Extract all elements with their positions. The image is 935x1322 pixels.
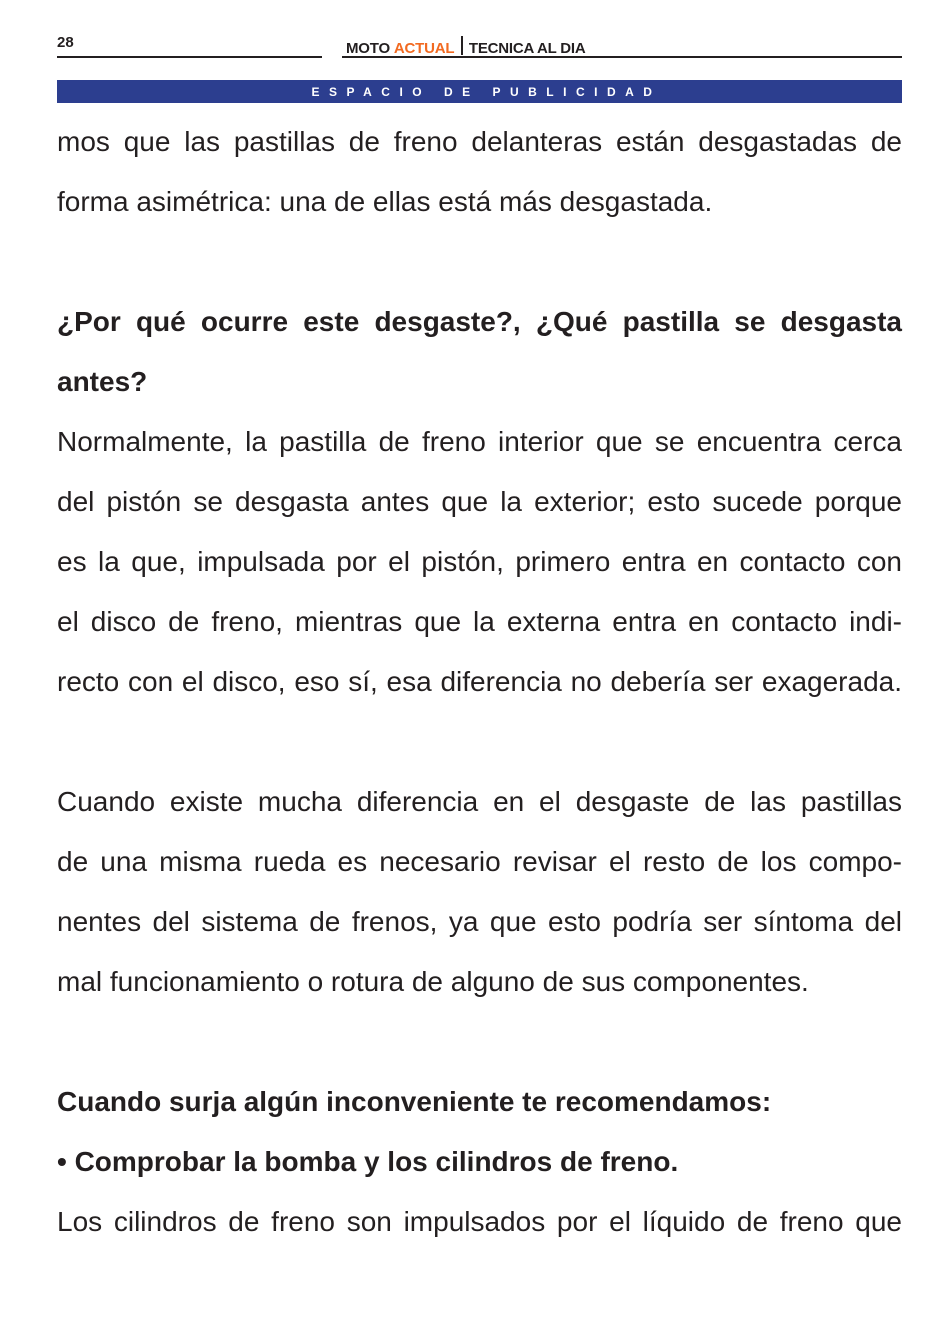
masthead-separator <box>461 36 463 55</box>
paragraph-line: Normalmente, la pastilla de freno interior que se encuentra cerca <box>57 426 902 457</box>
ad-banner-label: ESPACIO DE PUBLICIDAD <box>311 84 662 99</box>
paragraph-line: Cuando existe mucha diferencia en el desgaste de las pastillas <box>57 786 902 817</box>
paragraph-line: recto con el disco, eso sí, esa diferencia no debería ser exagerada. <box>57 666 902 697</box>
paragraph-line: mos que las pastillas de freno delanteras están desgastadas de <box>57 126 902 157</box>
bullet-heading: • Comprobar la bomba y los cilindros de freno. <box>57 1146 679 1177</box>
paragraph-gap <box>57 1012 902 1072</box>
magazine-name-moto: MOTO <box>346 39 390 57</box>
paragraph-line: mal funcionamiento o rotura de alguno de sus componentes. <box>57 966 809 997</box>
paragraph-line: el disco de freno, mientras que la externa entra en contacto indi- <box>57 606 902 637</box>
page-number: 28 <box>57 34 74 51</box>
paragraph-line: es la que, impulsada por el pistón, primero entra en contacto con <box>57 546 902 577</box>
paragraph-line: nentes del sistema de frenos, ya que esto podría ser síntoma del <box>57 906 902 937</box>
paragraph-gap <box>57 712 902 772</box>
paragraph-line: forma asimétrica: una de ellas está más desgastada. <box>57 186 713 217</box>
paragraph-line: Los cilindros de freno son impulsados por el líquido de freno que <box>57 1206 902 1237</box>
ad-banner <box>57 80 902 103</box>
section-title: TECNICA AL DIA <box>468 39 586 57</box>
section-heading: antes? <box>57 366 148 397</box>
paragraph-line: de una misma rueda es necesario revisar el resto de los compo- <box>57 846 902 877</box>
header-rule-left <box>57 56 322 58</box>
paragraph-line: del pistón se desgasta antes que la exterior; esto sucede porque <box>57 486 902 517</box>
masthead <box>346 38 586 58</box>
section-heading: ¿Por qué ocurre este desgaste?, ¿Qué pastilla se desgasta <box>57 306 902 337</box>
magazine-name-actual: ACTUAL <box>393 39 455 57</box>
paragraph-gap <box>57 232 902 292</box>
article-body <box>57 112 902 1252</box>
section-heading: Cuando surja algún inconveniente te recomendamos: <box>57 1086 772 1117</box>
